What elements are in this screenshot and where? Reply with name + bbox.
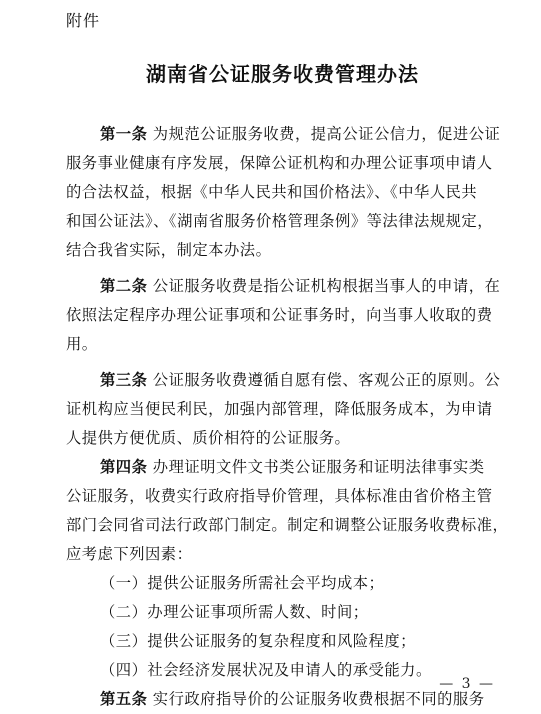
article-1-line-5: 结合我省实际，制定本办法。 — [66, 241, 272, 259]
article-4-text: 办理证明文件文书类公证服务和证明法律事实类 — [152, 458, 485, 476]
article-3-text: 公证服务收费遵循自愿有偿、客观公正的原则。公 — [152, 371, 501, 389]
article-4-label: 第四条 — [100, 458, 148, 476]
article-4-line-1 — [66, 453, 512, 482]
article-2-text: 公证服务收费是指公证机构根据当事人的申请，在 — [152, 277, 501, 295]
article-3-line-1 — [66, 366, 512, 395]
article-4-line-3: 部门会同省司法行政部门制定。制定和调整公证服务收费标准， — [66, 516, 509, 534]
article-1-line-4: 和国公证法》、《湖南省服务价格管理条例》等法律法规规定， — [66, 212, 494, 230]
attachment-label: 附件 — [66, 11, 101, 30]
article-3-label: 第三条 — [100, 371, 148, 389]
article-5-text: 实行政府指导价的公证服务收费根据不同的服务 — [152, 690, 485, 708]
article-2-line-1 — [66, 272, 512, 301]
article-4-item-3: （三）提供公证服务的复杂程度和风险程度； — [100, 632, 416, 650]
document-title: 湖南省公证服务收费管理办法 — [146, 62, 419, 86]
article-5-label: 第五条 — [100, 690, 148, 708]
article-4-item-1: （一）提供公证服务所需社会平均成本； — [100, 574, 385, 592]
article-4-line-2: 公证服务，收费实行政府指导价管理，具体标准由省价格主管 — [66, 487, 493, 505]
article-1-text: 为规范公证服务收费，提高公证公信力，促进公证 — [152, 125, 501, 143]
article-4-item-4: （四）社会经济发展状况及申请人的承受能力。 — [100, 661, 432, 679]
page-number: — 3 — — [439, 676, 495, 692]
article-3-line-3: 人提供方便优质、质价相符的公证服务。 — [66, 429, 351, 447]
article-2-line-2: 依照法定程序办理公证事项和公证事务时，向当事人收取的费 — [66, 306, 493, 324]
article-4-line-4: 应考虑下列因素： — [66, 545, 193, 563]
article-2-label: 第二条 — [100, 277, 148, 295]
document-body — [66, 120, 512, 714]
article-1-line-2: 服务事业健康有序发展，保障公证机构和办理公证事项申请人 — [66, 154, 493, 172]
article-1-line-1 — [66, 120, 512, 149]
article-4-item-2: （二）办理公证事项所需人数、时间； — [100, 603, 369, 621]
article-1-line-3: 的合法权益，根据《中华人民共和国价格法》、《中华人民共 — [66, 183, 478, 201]
article-1-label: 第一条 — [100, 125, 148, 143]
article-2-line-3: 用。 — [66, 335, 98, 353]
article-3-line-2: 证机构应当便民利民，加强内部管理，降低服务成本，为申请 — [66, 400, 493, 418]
